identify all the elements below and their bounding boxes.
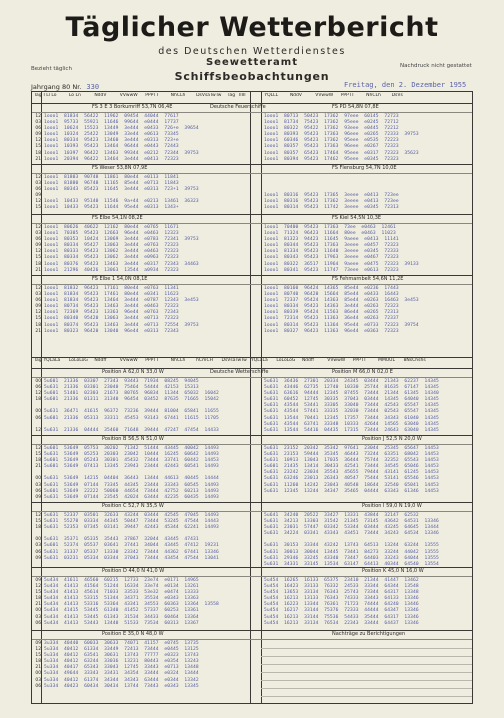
- section-label: FS 3 E 3 Borkumriff 53,7N 06,4E: [92, 104, 173, 110]
- column-header: YQLLL: [264, 93, 279, 98]
- observation-block: 1ooo1 81832 96423 17161 80e44 e0763 11341 1ooo1 81834 95423 17461 80e44 e0341 11623 1ooo1 81834 95423 13464 3e444 e0787 12343 3e453 1ooo1 80734 95423 13463 3e444 e0463 72323 1ooo1 72369 95423 13363 96e44 e0763 72343 1ooo1 80340 95420 13063 3e444 e0713 72323 1ooo1 80374 95423 13463 3e444 e0713 72554 39753 1ooo1 80323 96420 13040 96e44 e0313 72343: [44, 286, 199, 334]
- column-header-row: [34, 93, 472, 103]
- column-header: Tag: [34, 358, 42, 363]
- issue-line: [31, 83, 99, 91]
- left-note: Bezieht täglich: [31, 66, 72, 72]
- section-label: Deutsche Feuerschiffe: [210, 104, 266, 110]
- column-header: MMUUL: [378, 358, 395, 363]
- table-divider: [32, 112, 472, 113]
- observation-block: 1ooo1 80160 96424 14365 85e44 e0236 17443 1ooo1 80740 96420 15664 85e44 e0433 16443 1ooo1 72337 95424 14363 85e44 e0263 16463 3e453 1ooo1 80334 95423 14363 3e444 e0263 72323 1ooo1 80339 95424 11563 86e44 e0265 72313 1ooo1 72314 95423 11363 36e44 e0263 72337 1ooo1 80314 95423 11364 95e44 e0733 72323 39754 1ooo1 80327 96423 11363 96e44 e0363 72323: [264, 286, 419, 334]
- row-numbers: 00 06 12 18 00 06 12: [35, 379, 41, 433]
- observation-table: [31, 91, 473, 704]
- column-header: hCmCH: [196, 358, 213, 363]
- row-numbers: 09 12 15 18 21 00 03 06: [35, 641, 41, 689]
- addendum-lines: [261, 641, 472, 701]
- section-label: Position I 59,0 N 19,0 W: [362, 503, 422, 509]
- table-divider: [32, 284, 472, 285]
- observation-block: 5u601 21336 03307 27343 93443 71934 08245 94045 5u631 21336 03301 23040 75464 54444 42153 15313 5u601 51401 02303 21673 80765 96834 11344 65032 16042 5u601 21336 01311 31340 96454 03452 87635 71665 15042 5u631 36471 41615 96372 73236 39444 81004 65841 11655 5u601 21336 05313 33311 45453 93143 67441 11615 11705 5u631 21336 04444 35460 71648 39444 47247 47454 14433: [44, 379, 219, 433]
- right-note: Nachdruck nicht gestattet: [400, 63, 472, 69]
- section-heading: Schiffsbeobachtungen: [174, 70, 330, 83]
- observation-block: 1ooo1 70400 95423 17363 73ee e0463 12461 1ooo1 71324 96423 11664 80ee e0463 11023 1ooo1 81323 94423 11645 9aeee e0413 11141 1ooo1 80344 95423 17363 3eeee e0457 72323 1ooo1 81334 95423 11640 3eeee e0345 72333 1ooo1 80343 95423 17963 3eeee e0467 72323 1ooo1 80322 36517 11964 9aeee e0475 72323 39133 1ooo1 80341 95423 11747 73eee e0613 72323: [264, 225, 419, 273]
- table-divider: [250, 92, 251, 703]
- section-label: FS Flensburg 54,7N 10,0E: [332, 165, 397, 171]
- column-header: NhCLh: [170, 93, 186, 98]
- column-header: VVwwW: [119, 358, 138, 363]
- column-header: LoLoLoG: [68, 358, 88, 363]
- observation-block: 3u334 40440 60033 30633 74071 41157 e0745 13735 5u334 40412 61334 33449 72413 73444 e0445 13125 5u334 40412 63541 30631 13743 77777 e0323 13743 5u334 40412 63244 33036 13231 80443 e0354 13243 5u334 40417 65343 33043 12745 33443 e0713 13448 5u334 49644 33343 33431 34354 33444 e0324 13444 5u334 40412 61374 34344 34343 63444 e0344 13342 5u334 40423 60434 30434 13744 73443 e0343 13345: [44, 641, 199, 689]
- column-header: DsVs: [391, 93, 403, 98]
- column-header: NddV: [289, 93, 302, 98]
- table-divider: [261, 92, 262, 703]
- section-label: Position A 62,0 N 33,0 W: [102, 369, 164, 375]
- table-divider: [32, 223, 472, 224]
- column-header: Nddff: [301, 358, 314, 363]
- addendum-label: Nachträge zu Berichtigungen: [332, 631, 406, 637]
- section-label: Deutsche Wetterschiffe: [210, 369, 269, 375]
- column-header: PPPTT: [145, 358, 159, 363]
- observation-block: 5u631 23152 20342 35342 97641 23044 25345 65647 14453 5u631 23153 59444 35345 46443 73244 63351 68042 14453 5u631 10913 13043 17035 36444 75744 32352 65543 14453 5u601 21435 13414 30433 42541 73444 34545 65046 14453 5u631 23242 23034 35543 45655 79444 43141 61245 14453 5u631 63246 23013 26343 40547 75444 53141 65546 14453 5u631 11260 14242 23043 40548 18644 32540 65041 14453 5u631 12345 13244 34347 35465 04444 63343 61346 14453: [264, 446, 439, 494]
- column-header: 8NsChshs: [403, 358, 426, 363]
- section-label: Position J 52,5 N 20,0 W: [362, 436, 422, 442]
- column-header: I Ll Lo: [43, 93, 57, 98]
- section-label: FS Elbe 1 54,0N 08,1E: [92, 276, 148, 282]
- section-label: Position C 52,7 N 35,5 W: [102, 503, 164, 509]
- section-label: Position B 56,5 N 51,0 W: [102, 436, 164, 442]
- section-label: Position K 45,0 N 16,0 W: [362, 568, 424, 574]
- report-title: Täglicher Wetterbericht: [65, 12, 439, 43]
- table-divider: [32, 639, 472, 640]
- observation-block: 1ooo1 81834 56422 11962 09454 44044 77617 1ooo1 95733 55921 11646 99644 e0444 17737 1ooo1 10624 15523 13449 3e444 e0433 726+e 39654 1ooo1 10324 25422 13049 33e44 e0613 73345 1ooo1 80334 95423 13460 3e444 e0313 723+e 1ooo1 10393 95423 13464 96444 e0443 72443 1ooo1 10397 96422 13463 99344 e0212 72344 39753 1ooo1 20394 96422 13464 3e444 e0413 72323: [44, 114, 199, 162]
- observation-block: 5u601 53649 05753 30202 71342 51444 43445 40042 14493 5u631 53649 05253 20303 23042 10444 16245 60642 14493 5u601 53649 05243 30301 45432 73444 33741 60442 14453 5u601 53649 07413 13345 23943 23444 42443 60541 14493 5u631 53649 14215 04404 36443 13444 44613 40445 14444 5u631 53649 07144 73345 44345 23444 33343 60545 14493 5u601 53649 22222 50060 44654 73444 42752 60213 14493 5u631 53649 07144 23545 42024 63444 42235 60435 14493: [44, 446, 219, 500]
- observation-block: 5u454 16265 16133 65375 23410 21344 41447 13462 5u454 16423 33133 76332 24533 33344 64344 13548 5u454 13653 33134 76343 25743 73344 64317 13348 5u454 16213 13133 76343 74333 33443 64133 13346 5u454 16223 13344 76361 71723 74444 64240 13446 5u454 16217 33144 75376 72333 44444 64347 13346 5u454 16213 33144 75536 54433 35444 64317 13346 5u454 16213 33134 76534 22343 33444 64437 13346: [264, 578, 419, 626]
- column-header: LoLoLoG: [276, 358, 296, 363]
- column-header: VVwwW: [327, 358, 346, 363]
- row-numbers: 12 15 18 00 03 06 09: [35, 513, 41, 561]
- volume-label: Jahrgang 80 Nr.: [31, 83, 82, 91]
- table-divider: [32, 630, 472, 631]
- section-label: FS PD 54,8N 07,8E: [332, 104, 379, 110]
- row-numbers: 12 03 06 09 12 15: [35, 175, 41, 211]
- column-header: IIIII: [238, 93, 246, 98]
- column-header: VVwwW: [119, 93, 138, 98]
- column-header: DsVsaTwTw: [196, 93, 222, 98]
- column-header: NhCLh: [366, 93, 381, 98]
- office-name: Seewetteramt: [205, 57, 298, 68]
- column-header: YQLaLa: [43, 358, 61, 363]
- row-numbers: 09 12 15 18 21 00 03 06: [35, 578, 41, 626]
- observation-block: 1ooo1 80713 50423 17362 97eee 60145 72723 1ooo1 81734 75423 17362 95eee e0245 72712 1ooo1 80322 95422 17362 93eee e0445 72212 1ooo1 80393 95423 17363 96eee e0265 72333 39753 1ooo1 60346 95423 17362 95eee e0535 72223 1ooo1 80357 95423 17363 96eee e0267 72323 1ooo1 80357 65423 17464 95eee e0317 72323 35623 1ooo1 80394 95423 17462 95eee e0345 72323: [264, 114, 419, 162]
- section-label: FS Fehmarnbelt 54,6N 11,2E: [332, 276, 404, 282]
- observation-block: 5u631 36436 27301 20334 24345 03444 21343 62237 14345 5u631 43446 62735 12740 10330 25744 81635 67147 14345 5u631 63616 94444 12345 87455 73444 21344 61345 14340 5u631 60452 12745 30335 37043 03444 14345 64040 14345 5u631 43544 53441 33305 33040 73444 42543 65547 14345 5u631 43544 57441 33335 32030 73444 02543 65547 14345 5u631 13544 70441 12345 17357 73444 34343 61040 14345 5u631 43544 63741 33348 10333 42644 14565 63040 14345 5u631 13544 54416 04435 17315 73444 24643 63040 14345: [264, 379, 439, 433]
- table-divider: [41, 92, 42, 703]
- observation-block: 1ooo1 81803 90748 11861 80e44 e0113 11841 1ooo1 81880 96748 11165 85e44 e0713 11843 1ooo1 80343 85423 11645 3e444 e0313 723+1 39753 1ooo1 10433 95140 11546 9a+44 e0213 13461 36323 1ooo1 10433 95423 11644 95e44 e0313 1343+: [44, 175, 199, 211]
- column-header: Nddff: [94, 358, 107, 363]
- column-header: PPPTT: [145, 93, 159, 98]
- section-label: Position D 44,0 N 41,0 W: [102, 568, 165, 574]
- column-header: NddV: [94, 93, 107, 98]
- row-numbers: 12 03 06 09 12 15 18 21: [35, 114, 41, 162]
- column-header: Lo Ln: [68, 93, 81, 98]
- issue-number: 330: [86, 83, 100, 91]
- column-header: VVwwW: [315, 93, 334, 98]
- observation-block: 5u434 41611 46560 60215 12733 23e74 e0171 14965 5u434 41413 41564 51244 16334 33e74 e0134 13261 5u434 41413 45614 71033 33533 53e32 e0474 13333 5u434 41413 53315 51344 34371 35534 e0343 13363 5u434 41413 53316 53364 43341 34553 60363 13364 13558 5u434 41415 53445 61340 41452 57337 60253 13361 5u434 41413 53445 61343 31534 34433 60464 13364 5u434 41413 53443 13440 51533 73534 60313 13367: [44, 578, 219, 626]
- column-header: Tag: [227, 93, 236, 98]
- table-divider: [32, 173, 472, 174]
- section-label: Position E 35,0 N 48,0 W: [102, 631, 164, 637]
- observation-block: 1ooo1 80626 40622 12162 80e44 e0765 11671 1ooo1 70305 95423 12663 96e44 e0463 12323 1ooo1 80353 10424 13069 3e444 e0783 72341 39753 1ooo1 80334 95427 13063 3e444 e0763 72323 1ooo1 80333 95423 13062 3e444 e0463 72323 1ooo1 80334 95423 13062 3e444 e0963 72323 1ooo1 80376 95423 13463 3e444 e0317 72343 34463 1ooo1 21296 40426 13063 13544 a0934 72323: [44, 225, 199, 273]
- section-label: FS Elbe 54,1N 08,2E: [92, 215, 143, 221]
- table-divider: [32, 511, 472, 512]
- row-numbers: 12 03 06 09 12 15 18 21: [35, 286, 41, 334]
- row-numbers: 12 03 06 09 12 15 18 21: [35, 225, 41, 273]
- observation-block: 5u641 34240 20522 33427 13331 43844 32147 62532 5u631 34213 13303 31542 21345 73145 43642 64531 13346 5u631 23031 57447 03342 53344 03444 43245 64645 13444 5u631 34224 03341 43343 43451 73444 34243 64534 13346 5u631 30153 33344 43242 13743 64513 13244 63244 13555 5u631 30013 30044 13445 73441 84273 33244 44042 13555 5u631 29346 33245 43340 73447 64403 33243 64044 13555 5u631 34331 33145 13534 63147 64413 40344 64540 13554: [264, 513, 439, 567]
- column-header: PPPTT: [352, 358, 367, 363]
- column-header-row: [34, 358, 472, 368]
- observation-block: 5u631 52337 03501 32633 43244 03444 42545 47045 14493 5u631 55270 03334 44345 50447 73444 53245 47544 14443 5u631 52353 07345 03141 39447 42443 45344 62241 14493 5u631 35371 05335 35443 37867 32044 43445 47431 5u601 52374 05537 03641 37441 34044 43445 47412 19231 5u631 31337 05337 13330 23342 73444 44362 67441 13346 5u631 03231 05334 03344 37043 73444 43454 47544 13041: [44, 513, 219, 561]
- column-header: YQLaLa: [250, 358, 268, 363]
- column-header: NhCLh: [170, 358, 186, 363]
- table-divider: [32, 377, 472, 378]
- section-label: FS Weser 53,8N 07,9E: [92, 165, 148, 171]
- column-header: DsVsaTwTw: [221, 358, 247, 363]
- table-divider: [32, 576, 472, 577]
- observation-block: 1ooo1 80316 95423 17365 3eeee e0413 723ee 1ooo1 80316 95423 17362 3eeee e0413 723ee 1ooo1 80314 95423 11742 3eeee e0345 72313: [264, 193, 399, 211]
- issue-date: Freitag, den 2. Dezember 1955: [344, 81, 467, 89]
- report-subtitle: des Deutschen Wetterdienstes: [158, 46, 346, 57]
- section-label: Position M 66,0 N 02,0 E: [332, 369, 393, 375]
- table-divider: [32, 444, 472, 445]
- column-header: PPPTT: [340, 93, 355, 98]
- column-header: Tag: [34, 93, 42, 98]
- section-label: FS Kiel 54,5N 10,3E: [332, 215, 382, 221]
- row-numbers: 12 15 18 21 00 03 06 09: [35, 446, 41, 500]
